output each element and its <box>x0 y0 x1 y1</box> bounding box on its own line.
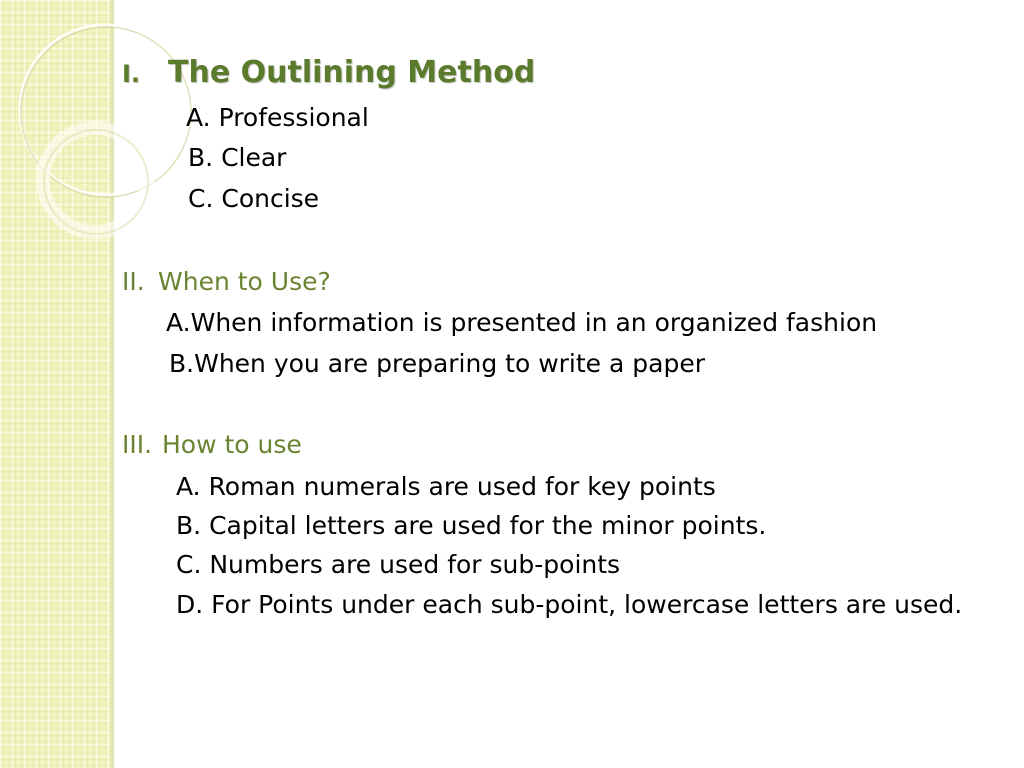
section-3-item-c <box>176 550 620 579</box>
section-1-heading <box>122 55 535 90</box>
section-2-heading <box>122 267 331 296</box>
side-band-edge <box>110 0 115 768</box>
section-3-item-d <box>176 590 962 619</box>
section-2-item-b <box>169 349 705 378</box>
section-1-item-a-text: Professional <box>218 103 369 132</box>
section-1-item-c-text: Concise <box>221 184 320 213</box>
section-1-numeral: I. <box>122 60 141 88</box>
section-3-heading <box>122 430 302 459</box>
section-3-item-b-marker: B. <box>176 511 202 540</box>
section-2-item-b-text: When you are preparing to write a paper <box>194 349 705 378</box>
decorative-side-band <box>0 0 112 768</box>
section-2-item-b-marker: B. <box>169 349 195 378</box>
section-2-item-a <box>166 308 877 337</box>
section-1-item-c <box>188 184 319 213</box>
section-2-title: When to Use? <box>158 267 331 296</box>
section-3-item-a-marker: A. <box>176 472 201 501</box>
section-3-item-b <box>176 511 766 540</box>
section-2-item-a-text: When information is presented in an organized fashion <box>190 308 878 337</box>
section-3-numeral: III. <box>122 430 153 459</box>
section-3-item-c-marker: C. <box>176 550 202 579</box>
section-3-item-a <box>176 472 716 501</box>
section-3-item-c-text: Numbers are used for sub-points <box>209 550 621 579</box>
section-1-title: The Outlining Method <box>168 55 536 90</box>
section-2-numeral: II. <box>122 267 145 296</box>
section-3-item-a-text: Roman numerals are used for key points <box>208 472 716 501</box>
section-3-item-d-text: For Points under each sub-point, lowercase letters are used. <box>211 590 963 619</box>
section-3-item-b-text: Capital letters are used for the minor points. <box>209 511 767 540</box>
section-1-item-a-marker: A. <box>186 103 211 132</box>
section-1-item-c-marker: C. <box>188 184 214 213</box>
section-3-item-d-marker: D. <box>176 590 204 619</box>
section-2-item-a-marker: A. <box>166 308 191 337</box>
section-1-item-a <box>186 103 369 132</box>
section-1-item-b <box>188 143 286 172</box>
section-1-item-b-marker: B. <box>188 143 214 172</box>
section-1-item-b-text: Clear <box>221 143 287 172</box>
section-3-title: How to use <box>162 430 302 459</box>
